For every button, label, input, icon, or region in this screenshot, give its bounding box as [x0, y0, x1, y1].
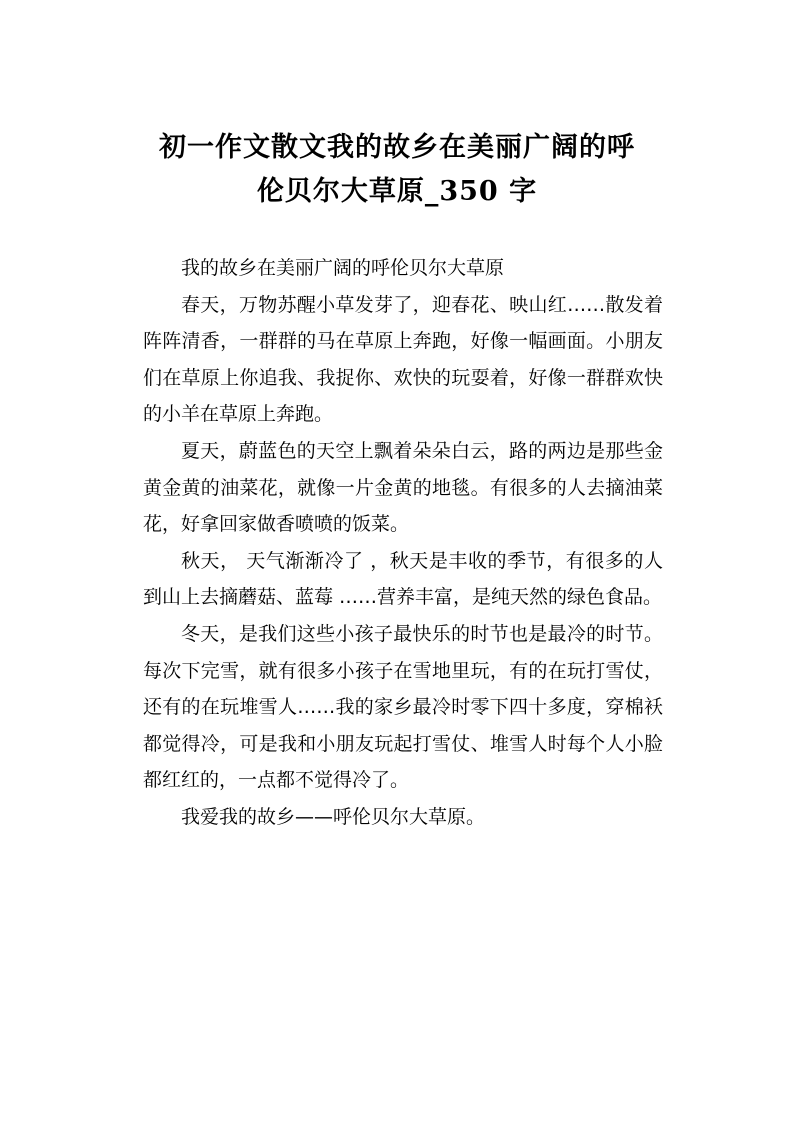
title-line-1: 初一作文散文我的故乡在美丽广阔的呼 — [159, 132, 635, 164]
paragraph-conclusion: 我爱我的故乡——呼伦贝尔大草原。 — [181, 805, 486, 828]
document-body — [143, 250, 663, 836]
paragraph-winter: 冬天，是我们这些小孩子最快乐的时节也是最冷的时节。每次下完雪，就有很多小孩子在雪地里玩，有的在玩打雪仗，还有的在玩堆雪人……我的家乡最冷时零下四十多度，穿棉袄都觉得冷，可是我和小朋友玩起打雪仗、堆雪人时每个人小脸都红红的，一点都不觉得冷了。 — [143, 622, 663, 792]
paragraph-autumn: 秋天， 天气渐渐冷了 ，秋天是丰收的季节，有很多的人到山上去摘蘑菇、蓝莓 ……营养丰富，是纯天然的绿色食品。 — [143, 549, 663, 609]
paragraph-summer: 夏天，蔚蓝色的天空上飘着朵朵白云，路的两边是那些金黄金黄的油菜花，就像一片金黄的地毯。有很多的人去摘油菜花，好拿回家做香喷喷的饭菜。 — [143, 439, 663, 536]
title-line-2: 伦贝尔大草原_350 字 — [256, 176, 538, 208]
page-title — [120, 126, 674, 214]
paragraph-subtitle: 我的故乡在美丽广阔的呼伦贝尔大草原 — [181, 257, 505, 279]
paragraph-spring: 春天，万物苏醒小草发芽了，迎春花、映山红……散发着阵阵清香，一群群的马在草原上奔跑，好像一幅画面。小朋友们在草原上你追我、我捉你、欢快的玩耍着，好像一群群欢快的小羊在草原上奔跑。 — [143, 293, 663, 426]
